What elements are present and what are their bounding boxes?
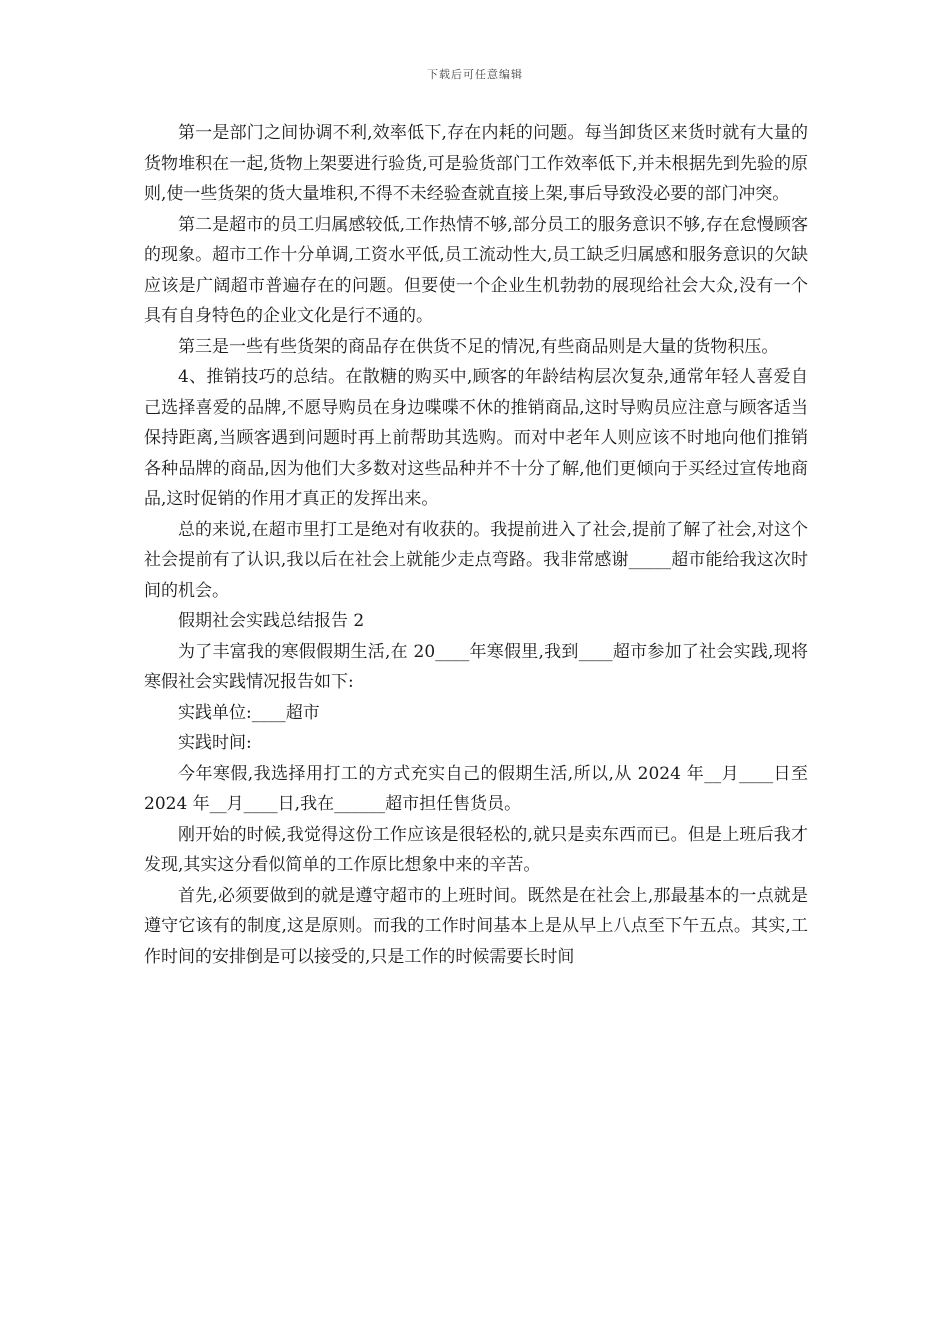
paragraph-problem-1: 第一是部门之间协调不利,效率低下,存在内耗的问题。每当卸货区来货时就有大量的货物堆积在一起,货物上架要进行验货,可是验货部门工作效率低下,并未根据先到先验的原则,使一些货架的货大量堆积,不得不未经验查就直接上架,事后导致没必要的部门冲突。 (144, 123, 808, 204)
section-heading-report-2: 假期社会实践总结报告 2 (178, 611, 365, 631)
paragraph-summary: 总的来说,在超市里打工是绝对有收获的。我提前进入了社会,提前了解了社会,对这个社会提前有了认识,我以后在社会上就能少走点弯路。我非常感谢_____超市能给我这次时间的机会。 (144, 519, 808, 601)
paragraph-at-first: 刚开始的时候,我觉得这份工作应该是很轻松的,就只是卖东西而已。但是上班后我才发现,其实这分看似简单的工作原比想象中来的辛苦。 (144, 824, 808, 875)
paragraph-problem-2: 第二是超市的员工归属感较低,工作热情不够,部分员工的服务意识不够,存在怠慢顾客的现象。超市工作十分单调,工资水平低,员工流动性大,员工缺乏归属感和服务意识的欠缺应该是广阔超市普遍存在的问题。但要使一个企业生机勃勃的展现给社会大众,没有一个具有自身特色的企业文化是行不通的。 (144, 214, 808, 326)
paragraph-sales-skills: 4、推销技巧的总结。在散糖的购买中,顾客的年龄结构层次复杂,通常年轻人喜爱自己选择喜爱的品牌,不愿导购员在身边喋喋不休的推销商品,这时导购员应注意与顾客适当保持距离,当顾客遇到问题时再上前帮助其选购。而对中老年人则应该不时地向他们推销各种品牌的商品,因为他们大多数对这些品种并不十分了解,他们更倾向于买经过宣传地商品,这时促销的作用才真正的发挥出来。 (144, 367, 808, 509)
paragraph-intro: 为了丰富我的寒假假期生活,在 20____年寒假里,我到____超市参加了社会实践,现将寒假社会实践情况报告如下: (144, 641, 808, 692)
page-header: 下载后可任意编辑 (427, 68, 523, 81)
document-body (144, 118, 808, 972)
paragraph-firstly: 首先,必须要做到的就是遵守超市的上班时间。既然是在社会上,那最基本的一点就是遵守它该有的制度,这是原则。而我的工作时间基本上是从早上八点至下午五点。其实,工作时间的安排倒是可以接受的,只是工作的时候需要长时间 (144, 885, 808, 967)
paragraph-practice-time: 实践时间: (178, 733, 252, 753)
paragraph-problem-3: 第三是一些有些货架的商品存在供货不足的情况,有些商品则是大量的货物积压。 (178, 336, 779, 357)
paragraph-this-winter: 今年寒假,我选择用打工的方式充实自己的假期生活,所以,从 2024 年__月____日至 2024 年__月____日,我在______超市担任售货员。 (144, 763, 808, 814)
paragraph-practice-unit: 实践单位:____超市 (178, 702, 320, 723)
